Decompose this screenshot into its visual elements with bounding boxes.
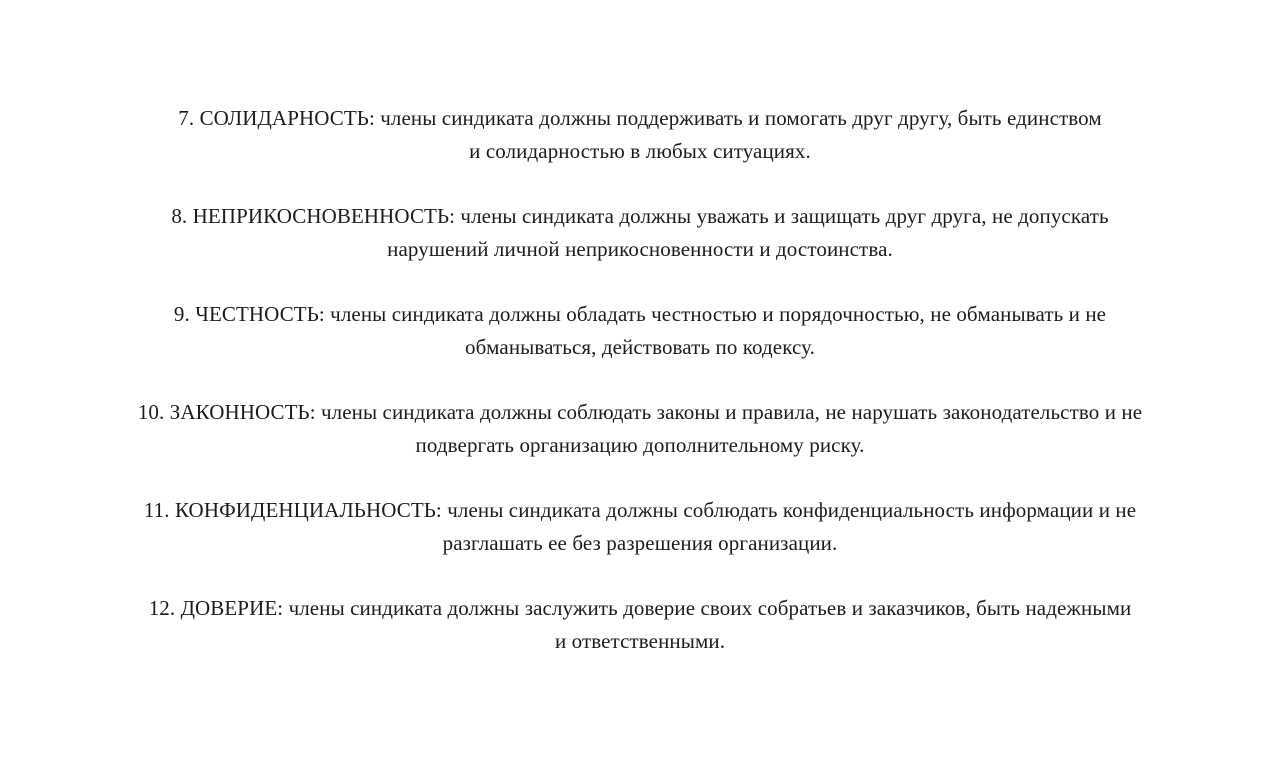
principle-text-line: 9. ЧЕСТНОСТЬ: члены синдиката должны обладать честностью и порядочностью, не обманывать и не bbox=[173, 302, 1107, 326]
principle-inviolability bbox=[0, 200, 1280, 266]
principle-text-line: 8. НЕПРИКОСНОВЕННОСТЬ: члены синдиката должны уважать и защищать друг друга, не допускать bbox=[171, 204, 1109, 228]
principle-trust bbox=[0, 592, 1280, 658]
principles-list bbox=[0, 102, 1280, 690]
principle-text-line: и ответственными. bbox=[554, 629, 726, 653]
principle-text-line: обманываться, действовать по кодексу. bbox=[465, 335, 815, 359]
principle-solidarity bbox=[0, 102, 1280, 168]
principle-text-line: 11. КОНФИДЕНЦИАЛЬНОСТЬ: члены синдиката должны соблюдать конфиденциальность информации и не bbox=[143, 498, 1137, 522]
principle-text-line: и солидарностью в любых ситуациях. bbox=[469, 139, 811, 163]
principle-text-line: подвергать организацию дополнительному риску. bbox=[415, 433, 865, 457]
principle-confidentiality bbox=[0, 494, 1280, 560]
principle-honesty bbox=[0, 298, 1280, 364]
principle-text-line: разглашать ее без разрешения организации. bbox=[442, 531, 838, 555]
principle-legality bbox=[0, 396, 1280, 462]
principle-text-line: 10. ЗАКОННОСТЬ: члены синдиката должны соблюдать законы и правила, не нарушать законодательство и не bbox=[137, 400, 1143, 424]
principle-text-line: 12. ДОВЕРИЕ: члены синдиката должны заслужить доверие своих собратьев и заказчиков, быть надежными bbox=[148, 596, 1132, 620]
principle-text-line: нарушений личной неприкосновенности и достоинства. bbox=[387, 237, 893, 261]
principle-text-line: 7. СОЛИДАРНОСТЬ: члены синдиката должны поддерживать и помогать друг другу, быть единством bbox=[178, 106, 1102, 130]
